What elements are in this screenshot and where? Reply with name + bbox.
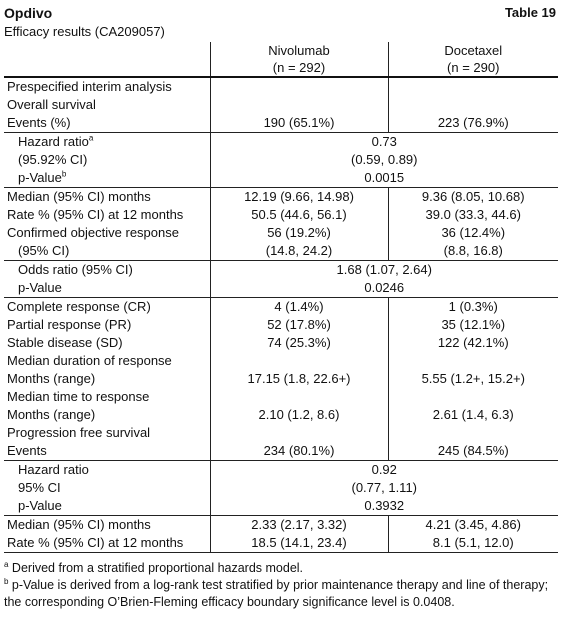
docetaxel-cell: 39.0 (33.3, 44.6) [388, 206, 558, 224]
table-row [4, 316, 558, 334]
docetaxel-cell: 35 (12.1%) [388, 316, 558, 334]
row-label: Odds ratio (95% CI) [4, 261, 210, 280]
nivolumab-cell: 2.10 (1.2, 8.6) [210, 406, 388, 424]
docetaxel-cell: 1 (0.3%) [388, 298, 558, 317]
combined-cell: 0.0015 [210, 169, 558, 188]
table-row [4, 497, 558, 516]
table-subtitle: Efficacy results (CA209057) [4, 24, 165, 39]
nivolumab-cell: 2.33 (2.17, 3.32) [210, 516, 388, 535]
footnote-b: $^b$ p-Value is derived from a log-rank test stratified by prior maintenance therapy and line of therapy; the corresponding O’Brien-Fleming efficacy boundary significance level is 0.0408. [4, 576, 549, 609]
table-row [4, 133, 558, 152]
table-row [4, 479, 558, 497]
row-label: Median (95% CI) months [4, 516, 210, 535]
docetaxel-cell: 245 (84.5%) [388, 442, 558, 461]
row-label: Rate % (95% CI) at 12 months [7, 207, 184, 222]
combined-cell: 0.0246 [210, 279, 558, 298]
docetaxel-cell: 122 (42.1%) [388, 334, 558, 352]
table-row [4, 352, 558, 370]
header-blank-cell [4, 42, 210, 77]
table-row [4, 188, 558, 207]
column-header-docetaxel-n: (n = 290) [447, 60, 500, 75]
table-row [4, 461, 558, 480]
table-row [4, 77, 558, 96]
row-label: Months (range) [7, 371, 96, 386]
column-header-nivolumab-name: Nivolumab [268, 43, 330, 58]
footnote-mark: a [88, 133, 94, 143]
table-row [4, 224, 558, 242]
combined-cell: 0.92 [210, 461, 558, 480]
row-label: p-Value$^b$ [18, 169, 67, 185]
docetaxel-cell: 223 (76.9%) [388, 114, 558, 133]
nivolumab-cell: 74 (25.3%) [210, 334, 388, 352]
combined-cell: (0.59, 0.89) [210, 151, 558, 169]
table-row [4, 206, 558, 224]
document-header [4, 4, 558, 41]
table-row [4, 534, 558, 553]
table-row [4, 516, 558, 535]
combined-cell: (0.77, 1.11) [210, 479, 558, 497]
docetaxel-cell: 4.21 (3.45, 4.86) [388, 516, 558, 535]
nivolumab-cell: (14.8, 24.2) [210, 242, 388, 261]
nivolumab-cell: 18.5 (14.1, 23.4) [210, 534, 388, 553]
nivolumab-cell: 52 (17.8%) [210, 316, 388, 334]
row-label: (95.92% CI) [18, 152, 88, 167]
combined-cell: 1.68 (1.07, 2.64) [210, 261, 558, 280]
docetaxel-cell: 5.55 (1.2+, 15.2+) [388, 370, 558, 388]
section-heading: Confirmed objective response [7, 225, 179, 240]
row-label: p-Value [18, 280, 62, 295]
column-header-nivolumab-n: (n = 292) [272, 60, 326, 75]
nivolumab-cell: 17.15 (1.8, 22.6+) [210, 370, 388, 388]
column-header-nivolumab [210, 42, 388, 77]
table-label: Table 19 [504, 5, 556, 20]
docetaxel-cell: 8.1 (5.1, 12.0) [388, 534, 558, 553]
table-row [4, 242, 558, 261]
row-label: Complete response (CR) [4, 298, 210, 317]
nivolumab-cell: 4 (1.4%) [210, 298, 388, 317]
row-label: Months (range) [7, 407, 96, 422]
nivolumab-cell: 12.19 (9.66, 14.98) [210, 188, 388, 207]
nivolumab-cell: 50.5 (44.6, 56.1) [210, 206, 388, 224]
table-row [4, 151, 558, 169]
section-heading: Prespecified interim analysis [7, 79, 172, 94]
nivolumab-cell: 190 (65.1%) [210, 114, 388, 133]
table-row [4, 96, 558, 114]
row-label: Partial response (PR) [7, 317, 132, 332]
section-heading: Median duration of response [7, 353, 172, 368]
docetaxel-cell: 2.61 (1.4, 6.3) [388, 406, 558, 424]
row-label: p-Value [18, 498, 62, 513]
nivolumab-cell: 56 (19.2%) [210, 224, 388, 242]
row-label: Median (95% CI) months [4, 188, 210, 207]
footnote-mark: b [61, 169, 67, 179]
table-header-row [4, 42, 558, 77]
combined-cell: 0.3932 [210, 497, 558, 516]
combined-cell: 0.73 [210, 133, 558, 152]
row-label: Hazard ratio [4, 461, 210, 480]
table-row [4, 169, 558, 188]
table-row [4, 334, 558, 352]
row-label: Stable disease (SD) [7, 335, 123, 350]
column-header-docetaxel [388, 42, 558, 77]
section-heading: Progression free survival [7, 425, 151, 440]
table-row [4, 298, 558, 317]
row-label: (95% CI) [18, 243, 70, 258]
table-row [4, 442, 558, 461]
docetaxel-cell: (8.8, 16.8) [388, 242, 558, 261]
row-label: Events (%) [7, 115, 71, 130]
column-header-docetaxel-name: Docetaxel [444, 43, 503, 58]
row-label: Rate % (95% CI) at 12 months [4, 534, 210, 553]
table-row [4, 388, 558, 406]
table-row [4, 370, 558, 388]
drug-title: Opdivo [4, 5, 53, 21]
row-label: Events [7, 443, 47, 458]
table-row [4, 261, 558, 280]
nivolumab-cell: 234 (80.1%) [210, 442, 388, 461]
row-label: 95% CI [18, 480, 61, 495]
row-label: Hazard ratio$^a$ [4, 133, 210, 152]
docetaxel-cell: 36 (12.4%) [388, 224, 558, 242]
section-heading: Overall survival [7, 97, 96, 112]
footnote-a: $^a$ Derived from a stratified proportional hazards model. [4, 559, 304, 575]
table-row [4, 406, 558, 424]
table-row [4, 424, 558, 442]
efficacy-results-table [4, 42, 558, 553]
table-row [4, 279, 558, 298]
docetaxel-cell: 9.36 (8.05, 10.68) [388, 188, 558, 207]
table-row [4, 114, 558, 133]
section-heading: Median time to response [7, 389, 150, 404]
footnotes [4, 560, 558, 611]
